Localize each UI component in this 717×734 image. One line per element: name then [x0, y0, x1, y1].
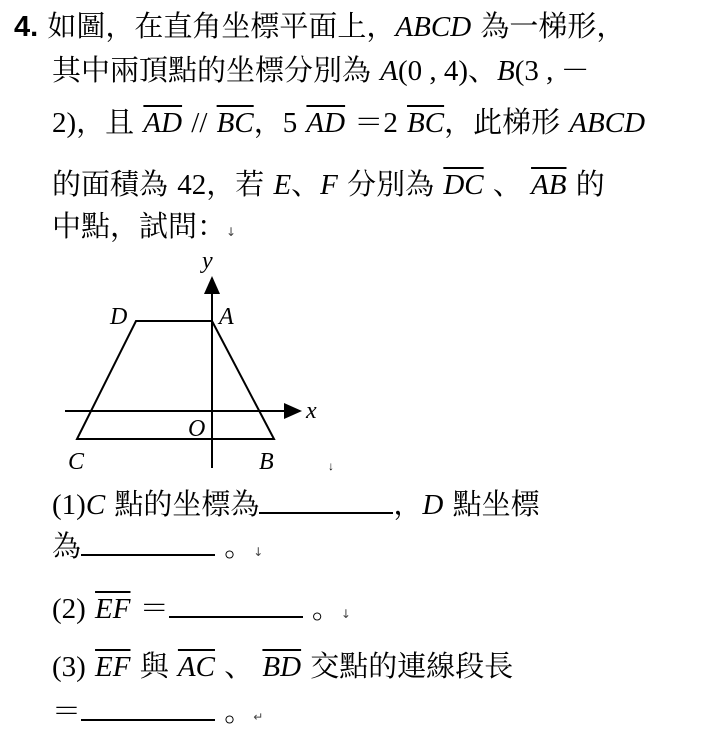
problem-line-2: 其中兩頂點的坐標分別為 A(0 , 4)、B(3 , －	[52, 53, 590, 87]
problem-line-3: 2)，且 $\overline{AD} // \overline{BC}$，5 $\overline{AD} =2$ $\overline{BC}$，此梯形 ABCD	[52, 105, 646, 139]
point-a-label: A	[219, 304, 234, 330]
problem-line-4: 的面積為 42，若 E、F 分別為 $\overline{DC}$ 、 $\overline{AB}$ 的	[52, 167, 605, 201]
answer-blank-segment[interactable]	[81, 693, 215, 721]
point-c-label: C	[68, 449, 85, 475]
problem-line-5: 中點，試問：↓	[52, 209, 237, 243]
point-b-label: B	[259, 449, 274, 475]
answer-blank-d[interactable]	[81, 528, 215, 556]
question-1-line-2: 為 。↓	[52, 529, 264, 563]
trapezoid-abcd	[77, 321, 274, 439]
figure-mark: ↓	[328, 459, 334, 473]
problem-line-1-text: 如圖，在直角坐標平面上，ABCD 為一梯形，	[47, 9, 626, 43]
axis-x-label: x	[306, 398, 317, 424]
answer-blank-c[interactable]	[259, 486, 393, 514]
question-3-line-2: ＝ 。↵	[52, 694, 264, 728]
problem-number: 4.	[14, 11, 39, 43]
answer-blank-ef[interactable]	[169, 590, 303, 618]
question-3-line-1: (3) $\overline{EF}$ 與 $\overline{AC}$ 、 $\overline{BD}$ 交點的連線段長	[52, 649, 514, 683]
axis-y-label: y	[202, 248, 213, 274]
question-2: (2) $\overline{EF}$ ＝ 。↓	[52, 591, 351, 625]
question-1-line-1: (1)C 點的坐標為 ，D 點坐標	[52, 487, 540, 521]
point-d-label: D	[110, 304, 128, 330]
origin-label: O	[188, 416, 206, 442]
